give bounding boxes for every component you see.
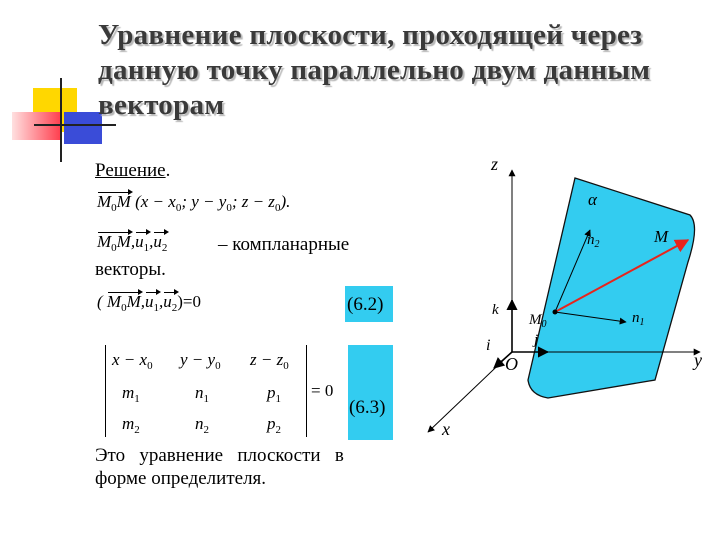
label-M0: $M_0$ bbox=[529, 312, 547, 330]
equation-number-6-3: (6.3) bbox=[348, 345, 393, 440]
label-alpha: α bbox=[588, 190, 597, 209]
det-r2c2: $n_1$ bbox=[195, 383, 209, 405]
det-r2c1: $m_1$ bbox=[122, 383, 140, 405]
label-n2: $n_2$ bbox=[587, 232, 600, 250]
solution-heading-dot: . bbox=[165, 160, 171, 181]
det-r3c3: $p_2$ bbox=[267, 414, 281, 436]
label-origin: O bbox=[505, 354, 518, 374]
det-r2c3: $p_1$ bbox=[267, 383, 281, 405]
coplanar-line: $M_0M,u_1,u_2$ bbox=[97, 232, 168, 254]
det-r1c2: $y - y_0$ bbox=[180, 350, 221, 372]
vector-u2-2: $u_2$ bbox=[163, 292, 178, 314]
label-y: y bbox=[694, 350, 702, 370]
label-j: j bbox=[534, 332, 539, 348]
point-m0 bbox=[553, 310, 558, 315]
vector-m0m-2: $M_0M$ bbox=[97, 232, 131, 254]
label-n1: $n_1$ bbox=[632, 310, 645, 328]
det-r3c1: $m_2$ bbox=[122, 414, 140, 436]
vector-m0m: $M_0M$ bbox=[97, 192, 131, 214]
vector-u1: $u_1$ bbox=[135, 232, 150, 254]
equation-number-6-2: (6.2) bbox=[345, 286, 393, 322]
vector-u1-2: $u_1$ bbox=[145, 292, 160, 314]
det-r1c1: $x - x_0$ bbox=[112, 350, 153, 372]
page-title: Уравнение плоскости, проходящей через данную точку параллельно двум данным векторам bbox=[98, 19, 651, 121]
det-r1c3: $z - z_0$ bbox=[250, 350, 289, 372]
coplanar-text: – компланарные bbox=[218, 234, 350, 255]
vector-m0m-coords: $M_0M$ ($x - x_0$; $y - y_0$; $z - z_0$). bbox=[97, 192, 291, 214]
plane-alpha bbox=[528, 178, 695, 398]
vectors-text: векторы. bbox=[95, 259, 166, 280]
vector-u2: $u_2$ bbox=[153, 232, 168, 254]
det-equals-zero: = 0 bbox=[311, 381, 334, 400]
label-i: i bbox=[486, 337, 491, 354]
conclusion-line-2: форме определителя. bbox=[95, 468, 267, 489]
vector-m0m-3: $M_0M$ bbox=[106, 292, 141, 314]
det-r3c2: $n_2$ bbox=[195, 414, 209, 436]
label-x: x bbox=[442, 419, 450, 439]
label-M: M bbox=[654, 227, 669, 246]
conclusion-line-1: Это уравнение плоскости в bbox=[95, 445, 344, 466]
label-k: k bbox=[492, 302, 499, 318]
label-z: z bbox=[491, 154, 499, 174]
solution-heading-text: Решение bbox=[95, 160, 166, 181]
mixed-product-eq: ( $M_0M,u_1,u_2)=0$ bbox=[97, 292, 202, 314]
